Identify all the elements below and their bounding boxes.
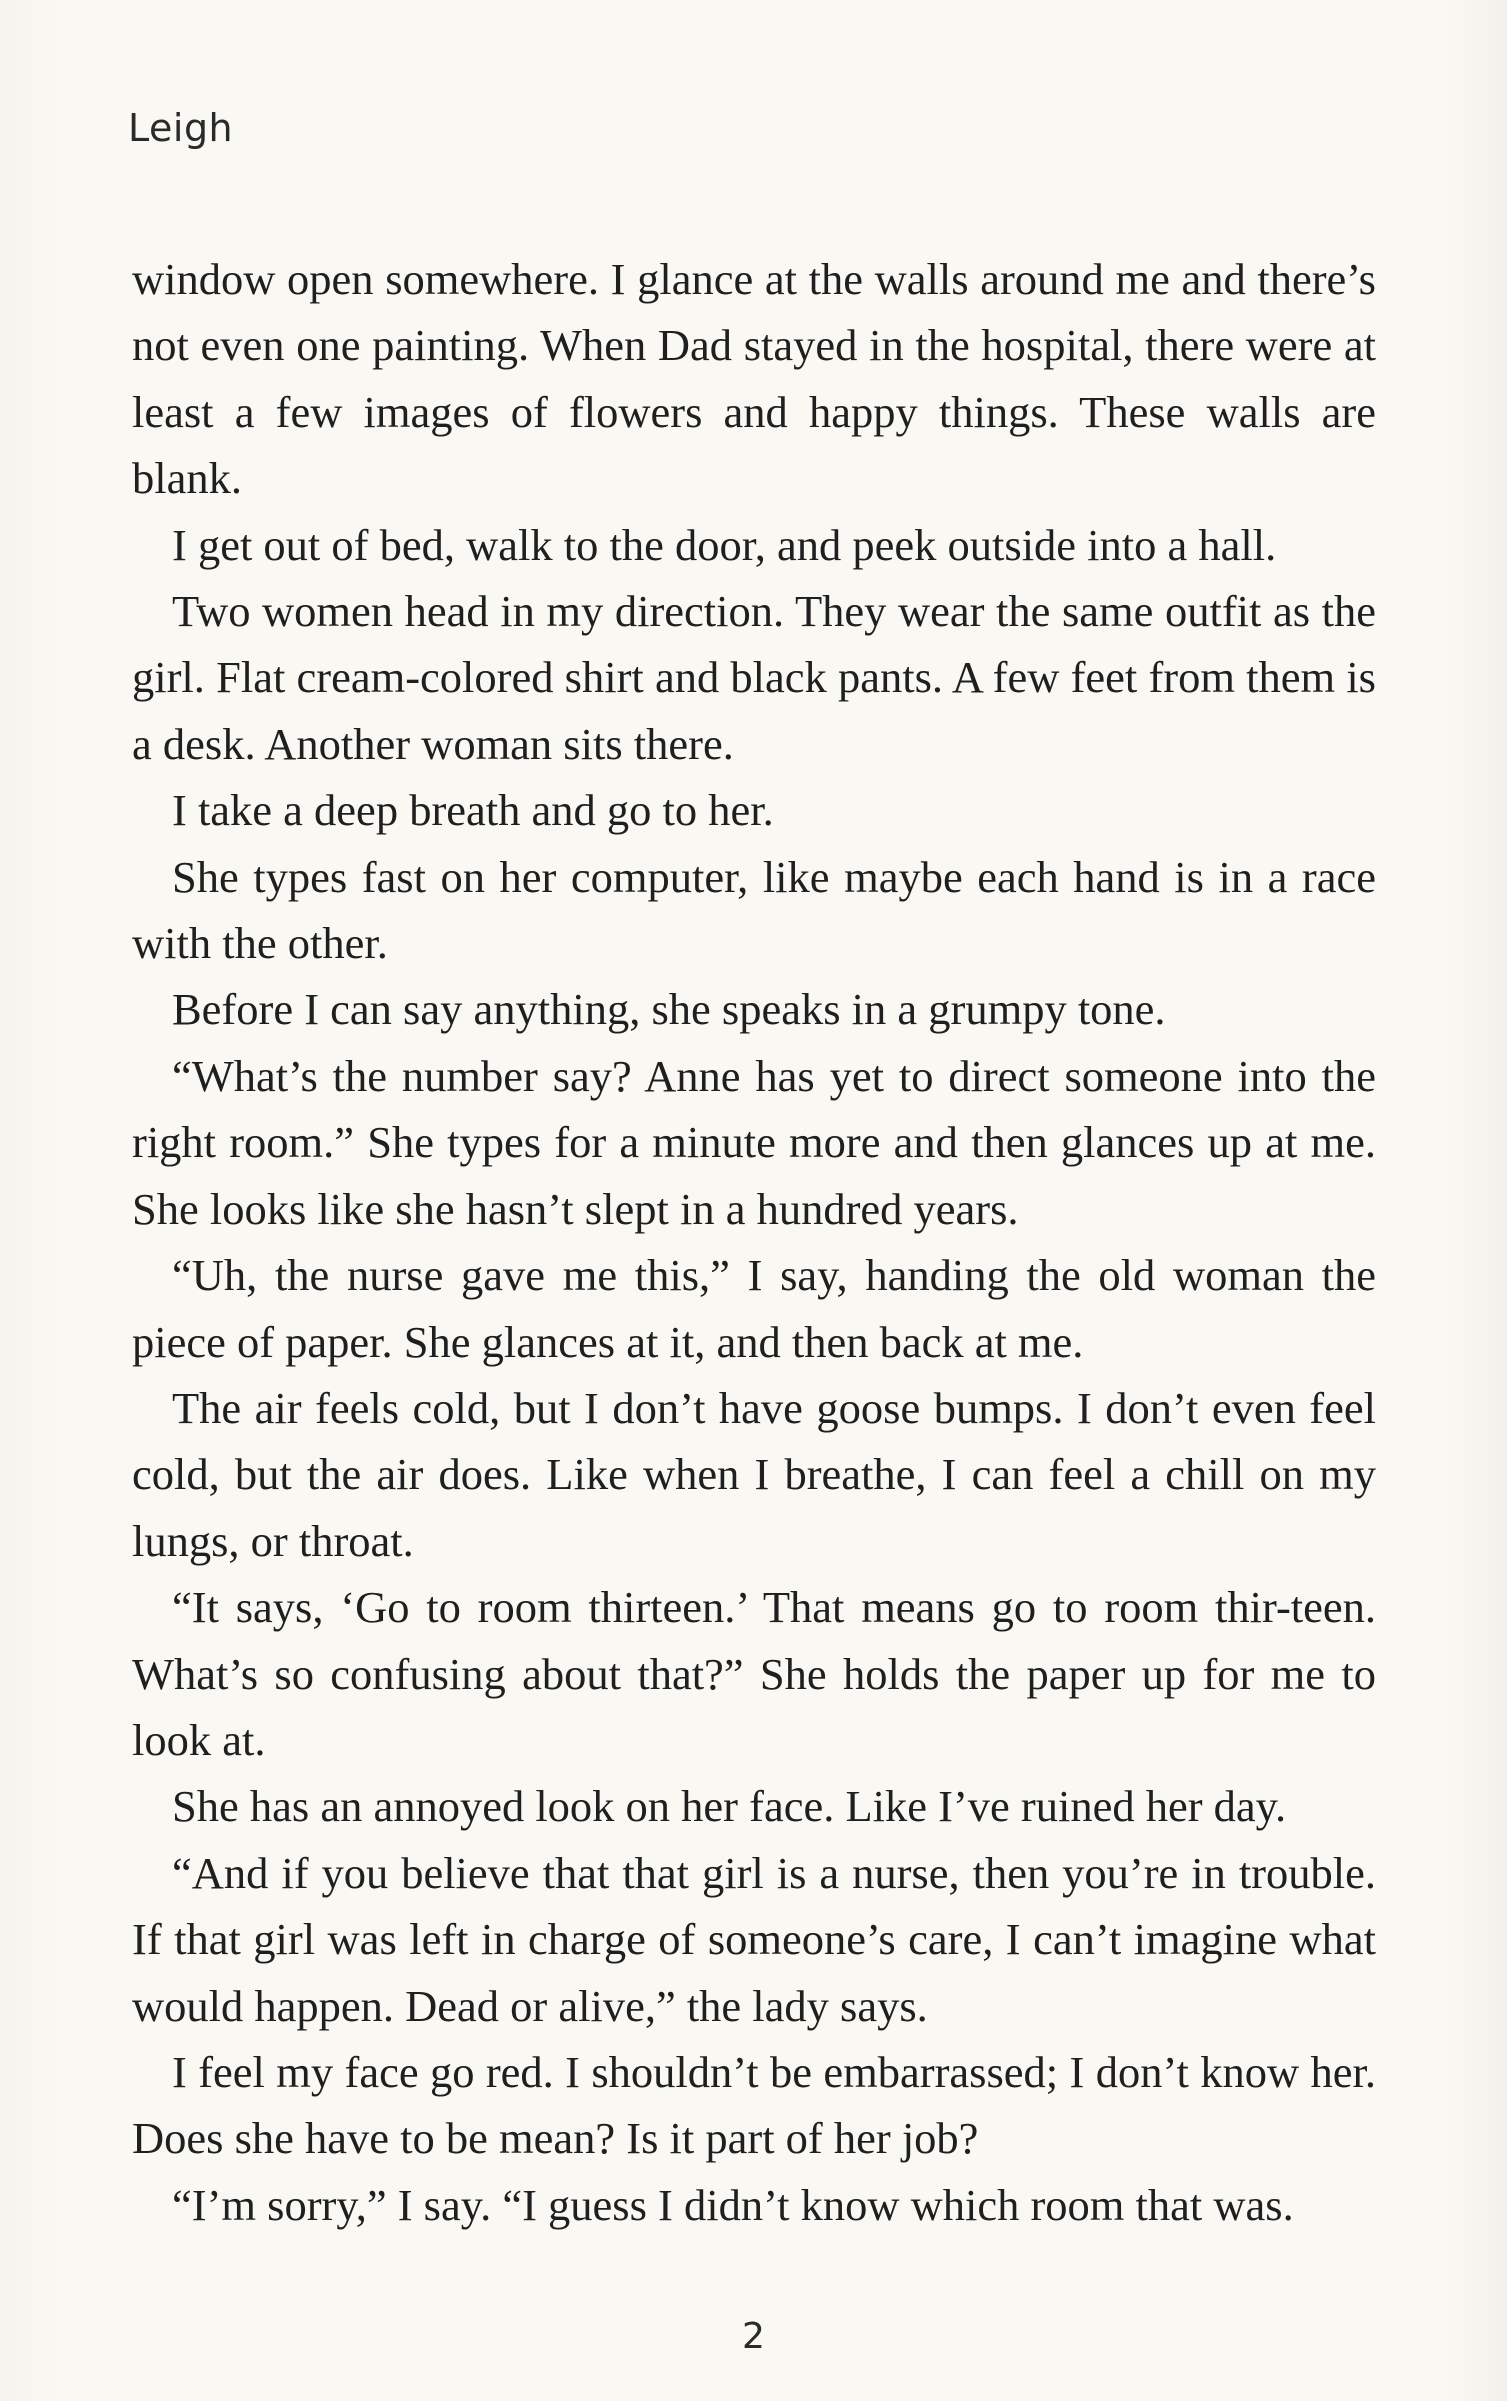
paragraph: The air feels cold, but I don’t have goose bumps. I don’t even feel cold, but the air does. Like when I breathe, I can feel a chill on my lungs, or throat.: [132, 1382, 1376, 1566]
paragraph: “What’s the number say? Anne has yet to direct someone into the right room.” She types for a minute more and then glances up at me. She looks like she hasn’t slept in a hundred years.: [132, 1050, 1376, 1234]
paragraph: She has an annoyed look on her face. Like I’ve ruined her day.: [172, 1781, 1287, 1832]
page-number: 2: [742, 2316, 765, 2357]
paragraph: I feel my face go red. I shouldn’t be embarrassed; I don’t know her. Does she have to be mean? Is it part of her job?: [132, 2046, 1376, 2164]
paragraph: I get out of bed, walk to the door, and peek outside into a hall.: [172, 519, 1277, 570]
paragraph: “And if you believe that that girl is a nurse, then you’re in trouble. If that girl was left in charge of someone’s care, I can’t imagine what would happen. Dead or alive,” the lady says.: [132, 1847, 1376, 2031]
body-text: [132, 246, 1376, 2238]
running-head: Leigh: [128, 106, 234, 150]
paragraph: window open somewhere. I glance at the walls around me and there’s not even one painting. When Dad stayed in the hospital, there were at least a few images of flowers and happy things. These walls are blank.: [132, 254, 1376, 504]
paragraph: “Uh, the nurse gave me this,” I say, handing the old woman the piece of paper. She glances at it, and then back at me.: [132, 1250, 1376, 1367]
paragraph: Two women head in my direction. They wear the same outfit as the girl. Flat cream-colored shirt and black pants. A few feet from them is a desk. Another woman sits there.: [132, 586, 1376, 769]
paragraph: “It says, ‘Go to room thirteen.’ That means go to room thir-teen. What’s so confusing about that?” She holds the paper up for me to look at.: [132, 1582, 1376, 1765]
paragraph: Before I can say anything, she speaks in a grumpy tone.: [172, 984, 1166, 1035]
paragraph: “I’m sorry,” I say. “I guess I didn’t know which room that was.: [172, 2179, 1294, 2230]
paragraph: She types fast on her computer, like maybe each hand is in a race with the other.: [132, 851, 1376, 969]
paragraph: I take a deep breath and go to her.: [172, 785, 774, 836]
